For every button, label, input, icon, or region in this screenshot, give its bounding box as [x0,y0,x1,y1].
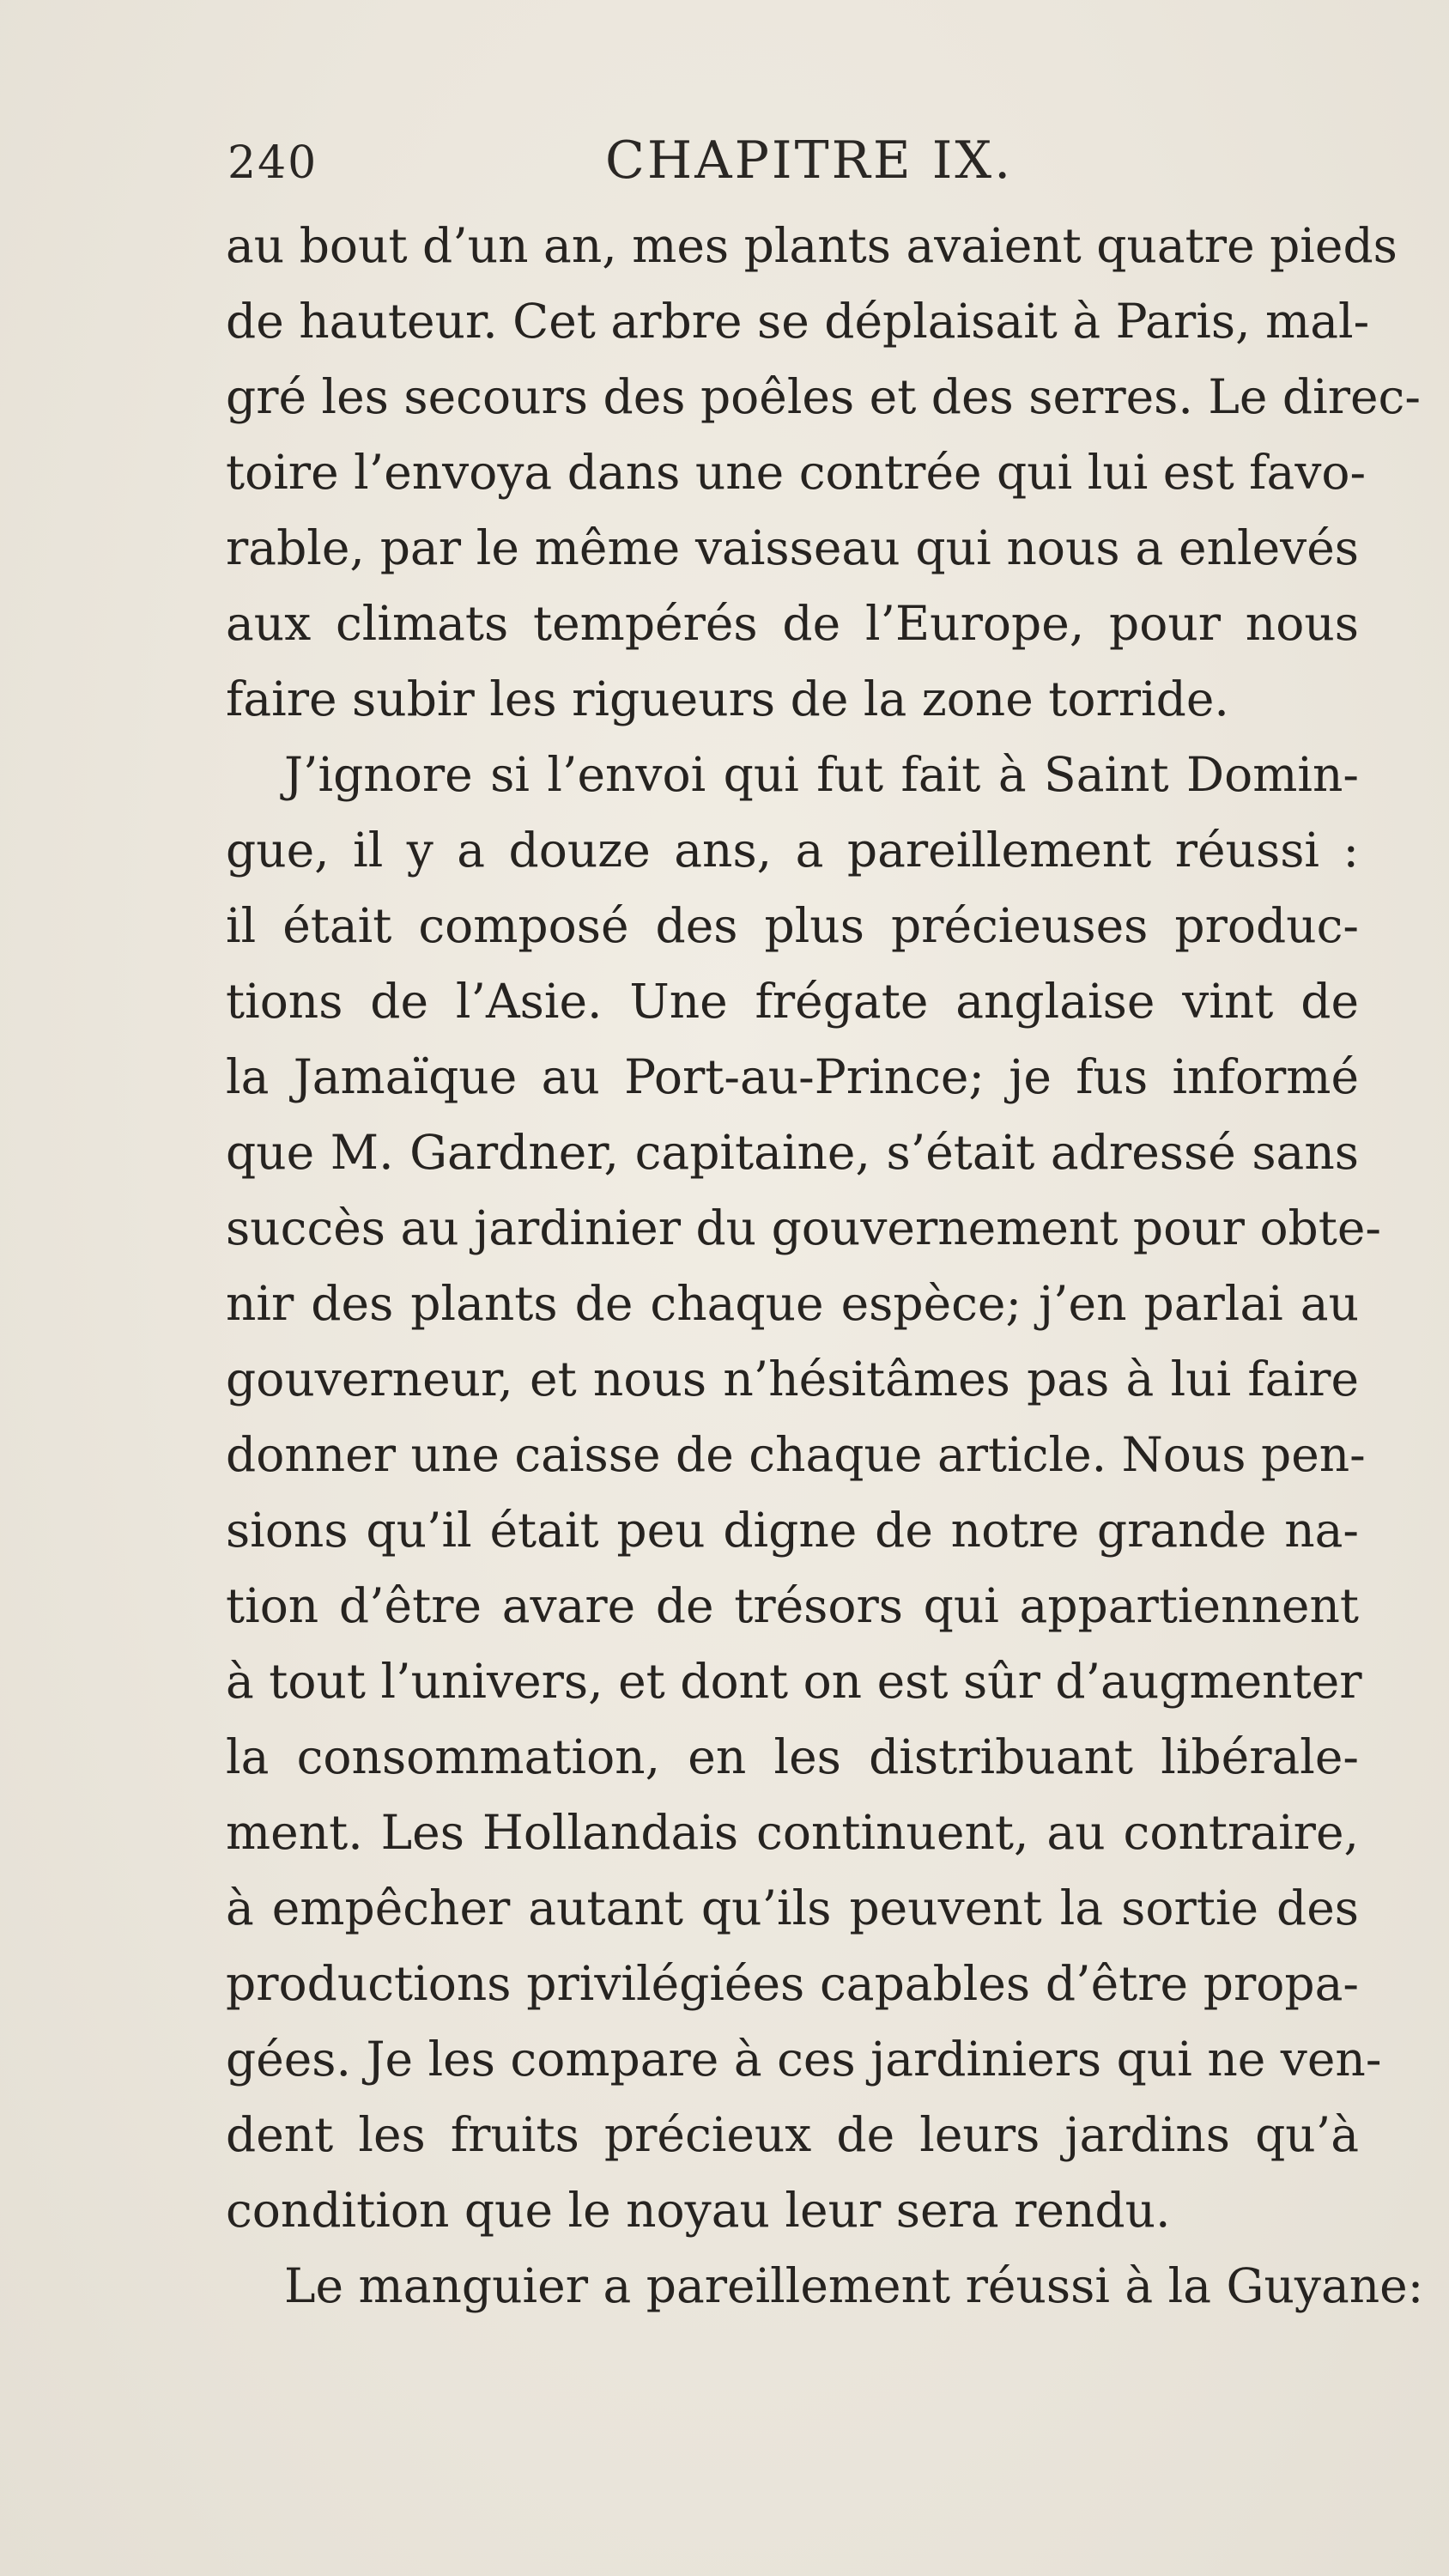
text-line: Le manguier a pareillement réussi à la Guyane: [284,2258,1424,2313]
text-line: nir des plants de chaque espèce; j’en parlai au [226,1276,1359,1331]
text-line: de hauteur. Cet arbre se déplaisait à Paris, mal- [226,294,1370,349]
page-header [215,129,1399,197]
text-line: gue, il y a douze ans, a pareillement réussi : [226,823,1359,878]
text-line: gouverneur, et nous n’hésitâmes pas à lui faire [226,1352,1359,1406]
text-line: tions de l’Asie. Une frégate anglaise vint de [226,974,1359,1029]
text-line: faire subir les rigueurs de la zone torride. [226,671,1229,726]
text-line: que M. Gardner, capitaine, s’était adressé sans [226,1125,1359,1180]
text-line: productions privilégiées capables d’être propa- [226,1956,1359,2011]
text-line: J’ignore si l’envoi qui fut fait à Saint Domin- [284,747,1359,802]
text-line: toire l’envoya dans une contrée qui lui est favo- [226,445,1367,500]
text-line: ment. Les Hollandais continuent, au contraire, [226,1805,1359,1860]
text-line: à tout l’univers, et dont on est sûr d’augmenter [226,1654,1362,1709]
text-line: aux climats tempérés de l’Europe, pour nous [226,596,1359,651]
text-line: la Jamaïque au Port-au-Prince; je fus informé [226,1049,1359,1104]
text-line: dent les fruits précieux de leurs jardins qu’à [226,2107,1359,2162]
body-text [226,208,1424,2324]
text-line: sions qu’il était peu digne de notre grande na- [226,1503,1359,1558]
text-line: à empêcher autant qu’ils peuvent la sortie des [226,1880,1359,1935]
text-line: au bout d’un an, mes plants avaient quatre pieds [226,218,1397,273]
text-line: la consommation, en les distribuant libérale- [226,1729,1359,1784]
text-line: il était composé des plus précieuses produc- [226,898,1359,953]
text-line: gré les secours des poêles et des serres. Le direc- [226,369,1421,424]
text-line: rable, par le même vaisseau qui nous a enlevés [226,520,1359,575]
text-line: tion d’être avare de trésors qui appartiennent [226,1578,1359,1633]
text-line: succès au jardinier du gouvernement pour obte- [226,1200,1381,1255]
running-title: CHAPITRE IX. [605,131,1014,191]
text-line: condition que le noyau leur sera rendu. [226,2183,1171,2238]
text-line: gées. Je les compare à ces jardiniers qui ne ven- [226,2032,1382,2087]
page-number: 240 [227,137,318,189]
text-line: donner une caisse de chaque article. Nous pen- [226,1427,1366,1482]
